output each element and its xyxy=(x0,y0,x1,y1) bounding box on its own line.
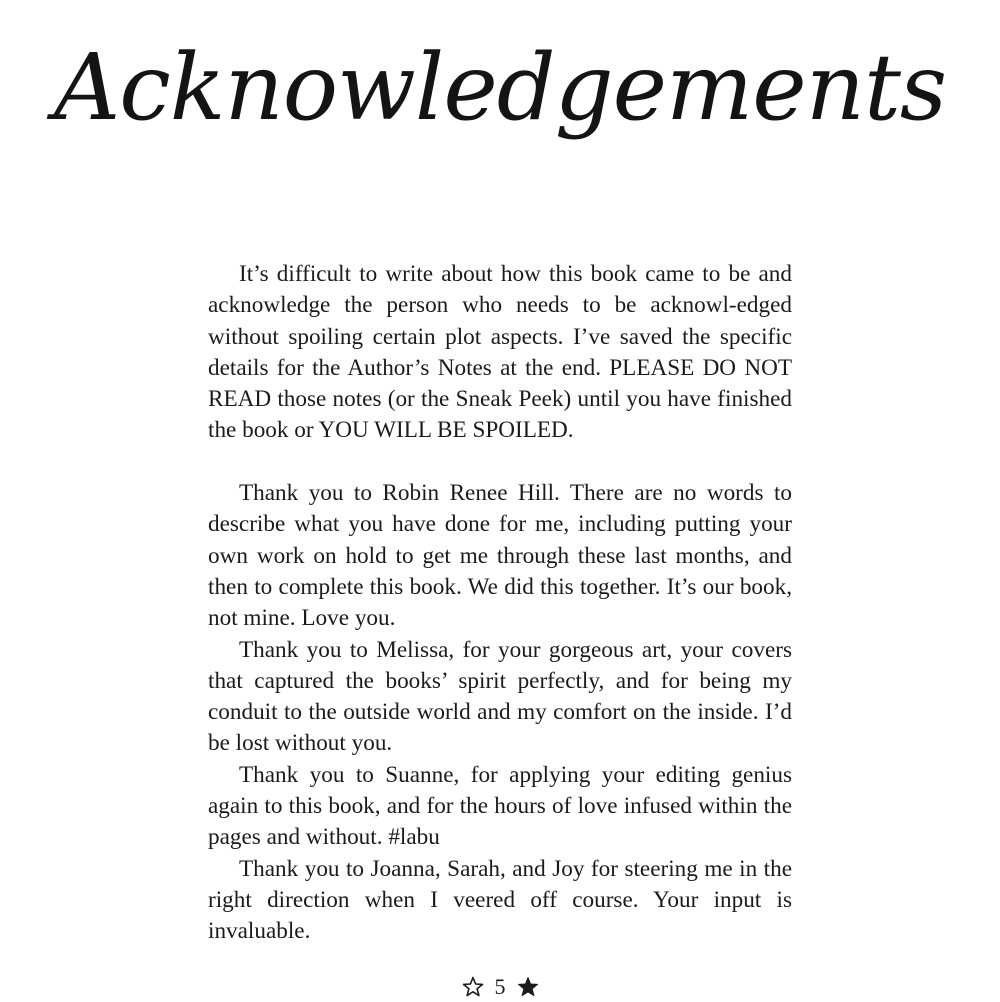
acknowledgements-body xyxy=(208,259,792,948)
paragraph-suanne: Thank you to Suanne, for applying your editing genius again to this book, and for the hours of love infused within the pages and without. #labu xyxy=(208,761,792,851)
page-footer xyxy=(0,972,1000,1002)
chapter-title: Acknowledgements xyxy=(53,34,947,141)
paragraph-robin: Thank you to Robin Renee Hill. There are no words to describe what you have done for me, including putting your own work on hold to get me through these last months, and then to complete this book. We did this together. It’s our book, not mine. Love you. xyxy=(208,480,792,632)
filled-star-icon xyxy=(516,975,540,999)
page-number: 5 xyxy=(494,974,506,999)
paragraph-joanna-sarah-joy: Thank you to Joanna, Sarah, and Joy for steering me in the right direction when I veered off course. Your input is invaluable. xyxy=(208,855,792,945)
outline-star-icon xyxy=(461,975,485,999)
paragraph-intro: It’s difficult to write about how this book came to be and acknowledge the person who needs to be acknowl-edged without spoiling certain plot aspects. I’ve saved the specific details for the Author’s Notes at the end. PLEASE DO NOT READ those notes (or the Sneak Peek) until you have finished the book or YOU WILL BE SPOILED. xyxy=(208,261,792,444)
paragraph-melissa: Thank you to Melissa, for your gorgeous art, your covers that captured the books’ spirit perfectly, and for being my conduit to the outside world and my comfort on the inside. I’d be lost without you. xyxy=(208,636,792,757)
